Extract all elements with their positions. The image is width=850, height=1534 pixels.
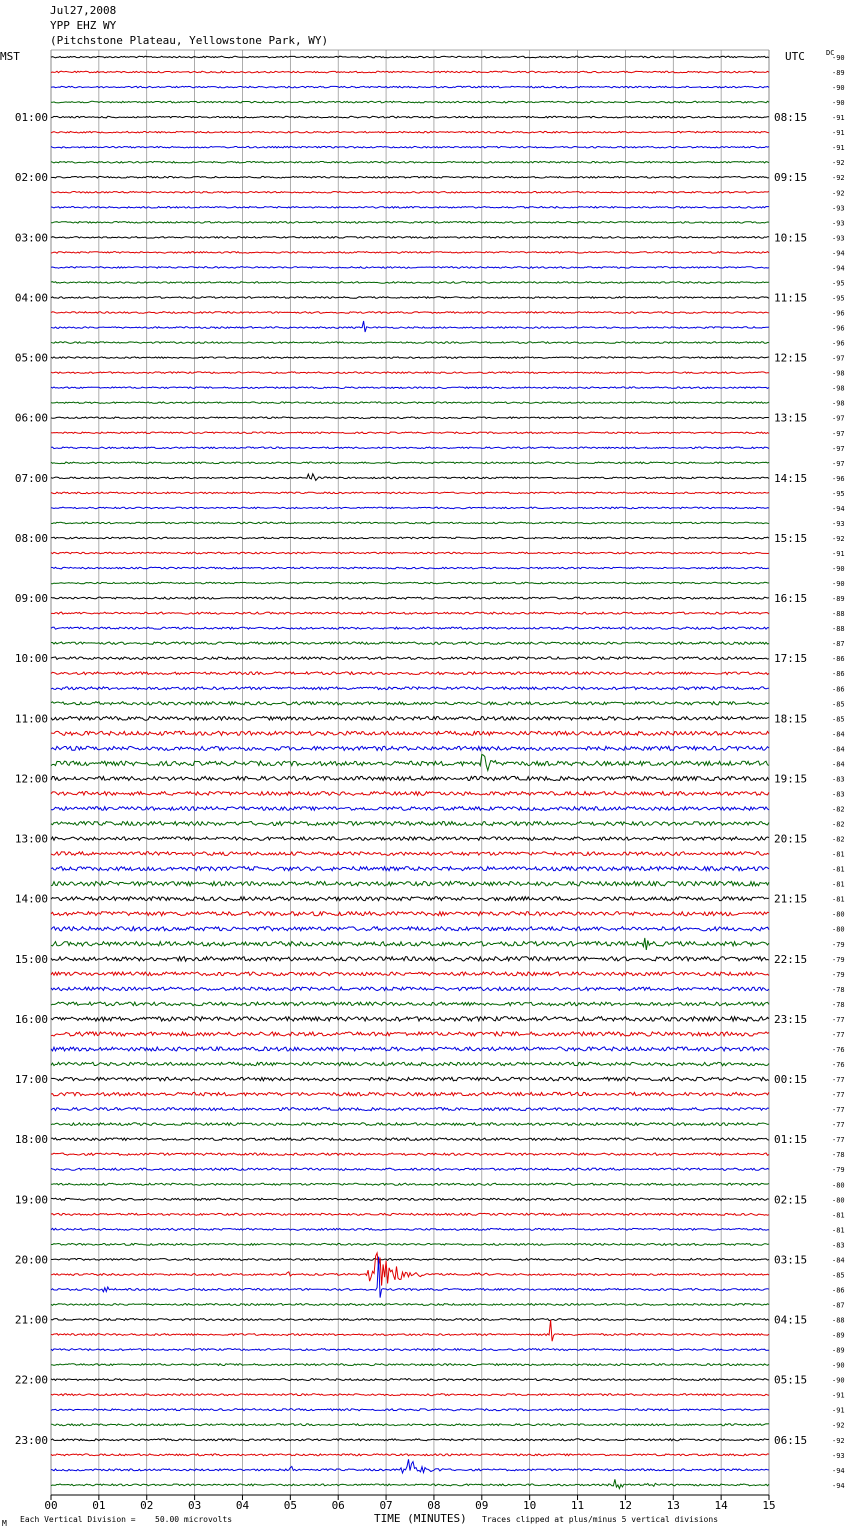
trace-row-7 [51, 161, 769, 163]
mst-hour-label: 05:00 [14, 351, 48, 365]
utc-hour-label: 06:15 [774, 1433, 808, 1447]
trace-row-81 [51, 1253, 769, 1286]
dc-offset-value: -90 [832, 1376, 845, 1385]
trace-row-26 [51, 447, 769, 449]
utc-hour-label: 10:15 [774, 231, 808, 245]
dc-offset-value: -81 [832, 850, 845, 859]
dc-offset-value: -77 [832, 1136, 845, 1145]
station-location: (Pitchstone Plateau, Yellowstone Park, WY) [50, 34, 329, 47]
trace-row-45 [51, 731, 769, 735]
dc-offset-value: -92 [832, 174, 845, 183]
dc-offset-value: -91 [832, 114, 845, 123]
dc-offset-value: -80 [832, 1196, 845, 1205]
trace-row-44 [51, 717, 769, 721]
utc-hour-label: 15:15 [774, 531, 808, 545]
trace-row-14 [51, 267, 769, 269]
trace-row-80 [51, 1258, 769, 1260]
mst-hour-label: 13:00 [14, 832, 48, 846]
dc-offset-value: -84 [832, 730, 845, 739]
dc-offset-value: -78 [832, 1151, 845, 1160]
trace-row-85 [51, 1320, 769, 1341]
trace-row-79 [51, 1243, 769, 1245]
dc-offset-value: -88 [832, 1316, 845, 1325]
dc-offset-value: -95 [832, 279, 845, 288]
dc-offset-value: -92 [832, 534, 845, 543]
trace-row-50 [51, 807, 769, 811]
trace-row-43 [51, 702, 769, 705]
trace-row-2 [51, 86, 769, 88]
x-tick-label: 01 [92, 1499, 106, 1512]
trace-row-52 [51, 837, 769, 841]
dc-offset-value: -89 [832, 69, 845, 78]
dc-offset-value: -83 [832, 775, 845, 784]
scale-prefix: Each Vertical Division = [20, 1515, 136, 1524]
trace-row-12 [51, 237, 769, 239]
trace-row-59 [51, 938, 769, 950]
dc-offset-value: -90 [832, 99, 845, 108]
x-tick-label: 14 [714, 1499, 728, 1512]
corner-mark: M [2, 1519, 7, 1528]
trace-row-15 [51, 282, 769, 284]
dc-offset-value: -97 [832, 459, 845, 468]
dc-offset-value: -93 [832, 219, 845, 228]
dc-offset-value: -85 [832, 700, 845, 709]
dc-offset-value: -94 [832, 1481, 845, 1490]
trace-row-83 [51, 1304, 769, 1306]
dc-offset-value: -83 [832, 1241, 845, 1250]
trace-row-23 [51, 402, 769, 404]
dc-offset-value: -90 [832, 84, 845, 93]
utc-hour-label: 13:15 [774, 411, 808, 425]
trace-row-36 [51, 597, 769, 599]
trace-row-82 [51, 1257, 769, 1298]
trace-row-8 [51, 176, 769, 178]
mst-hour-label: 07:00 [14, 471, 48, 485]
trace-row-94 [51, 1459, 769, 1473]
trace-row-95 [51, 1479, 769, 1488]
dc-offset-value: -92 [832, 1436, 845, 1445]
trace-row-29 [51, 492, 769, 494]
utc-hour-label: 02:15 [774, 1193, 808, 1207]
dc-offset-value: -81 [832, 880, 845, 889]
utc-hour-label: 17:15 [774, 652, 808, 666]
time-axis [44, 1495, 775, 1512]
x-tick-label: 06 [331, 1499, 345, 1512]
dc-offset-label: DC [826, 49, 835, 57]
trace-row-4 [51, 116, 769, 118]
trace-row-90 [51, 1409, 769, 1411]
trace-row-20 [51, 357, 769, 359]
dc-offset-value: -96 [832, 339, 845, 348]
utc-hour-label: 04:15 [774, 1313, 808, 1327]
mst-hour-label: 04:00 [14, 291, 48, 305]
dc-offset-value: -82 [832, 805, 845, 814]
dc-offset-value: -96 [832, 474, 845, 483]
x-tick-label: 15 [762, 1499, 776, 1512]
trace-row-42 [51, 687, 769, 690]
dc-offset-value: -89 [832, 1346, 845, 1355]
trace-row-75 [51, 1183, 769, 1185]
dc-offset-value: -92 [832, 159, 845, 168]
mst-hour-label: 18:00 [14, 1133, 48, 1147]
dc-offset-value: -77 [832, 1106, 845, 1115]
trace-row-27 [51, 462, 769, 464]
trace-row-13 [51, 252, 769, 254]
mst-hour-label: 10:00 [14, 652, 48, 666]
mst-hour-label: 20:00 [14, 1253, 48, 1267]
utc-hour-label: 01:15 [774, 1133, 808, 1147]
dc-offset-value: -88 [832, 610, 845, 619]
dc-offset-value: -94 [832, 504, 845, 513]
dc-offset-value: -84 [832, 745, 845, 754]
dc-offset-value: -98 [832, 399, 845, 408]
trace-row-56 [51, 897, 769, 901]
trace-row-25 [51, 432, 769, 434]
utc-hour-label: 11:15 [774, 291, 808, 305]
trace-row-34 [51, 567, 769, 569]
trace-row-67 [51, 1062, 769, 1066]
dc-offset-value: -85 [832, 715, 845, 724]
dc-offset-value: -77 [832, 1030, 845, 1039]
dc-offset-value: -90 [832, 580, 845, 589]
dc-offset-value: -97 [832, 354, 845, 363]
dc-offset-value: -92 [832, 189, 845, 198]
trace-row-19 [51, 342, 769, 344]
dc-offset-value: -80 [832, 925, 845, 934]
trace-row-77 [51, 1213, 769, 1215]
dc-offset-value: -80 [832, 910, 845, 919]
dc-offset-value: -78 [832, 1000, 845, 1009]
utc-hour-label: 18:15 [774, 712, 808, 726]
trace-row-47 [51, 755, 769, 771]
dc-offset-value: -87 [832, 1301, 845, 1310]
trace-row-68 [51, 1077, 769, 1081]
trace-row-31 [51, 522, 769, 524]
trace-row-24 [51, 417, 769, 419]
dc-offset-value: -98 [832, 369, 845, 378]
trace-row-32 [51, 537, 769, 539]
dc-offset-value: -91 [832, 549, 845, 558]
mst-hour-label: 21:00 [14, 1313, 48, 1327]
dc-offset-value: -77 [832, 1015, 845, 1024]
trace-row-53 [51, 852, 769, 856]
mst-hour-label: 15:00 [14, 952, 48, 966]
x-tick-label: 10 [523, 1499, 537, 1512]
mst-hour-label: 06:00 [14, 411, 48, 425]
dc-offset-value: -76 [832, 1061, 845, 1070]
utc-hour-label: 03:15 [774, 1253, 808, 1267]
x-tick-label: 13 [666, 1499, 680, 1512]
dc-offset-value: -91 [832, 1406, 845, 1415]
mst-hour-label: 23:00 [14, 1433, 48, 1447]
mst-hour-label: 08:00 [14, 531, 48, 545]
trace-row-39 [51, 642, 769, 644]
dc-offset-value: -96 [832, 309, 845, 318]
dc-offset-value: -79 [832, 940, 845, 949]
dc-offset-value: -91 [832, 1391, 845, 1400]
scale-value: 50.00 microvolts [155, 1515, 233, 1524]
trace-row-1 [51, 71, 769, 73]
trace-row-65 [51, 1032, 769, 1036]
trace-row-33 [51, 552, 769, 554]
trace-row-10 [51, 207, 769, 209]
mst-hour-label: 22:00 [14, 1373, 48, 1387]
x-tick-label: 08 [427, 1499, 441, 1512]
x-tick-label: 00 [44, 1499, 58, 1512]
trace-row-60 [51, 957, 769, 962]
trace-row-3 [51, 101, 769, 103]
trace-row-66 [51, 1047, 769, 1051]
dc-offset-value: -93 [832, 1451, 845, 1460]
dc-offset-value: -87 [832, 640, 845, 649]
trace-row-49 [51, 792, 769, 796]
trace-row-58 [51, 927, 769, 931]
dc-offset-value: -85 [832, 1271, 845, 1280]
trace-row-88 [51, 1379, 769, 1381]
dc-offset-value: -91 [832, 144, 845, 153]
mst-hour-label: 19:00 [14, 1193, 48, 1207]
mst-hour-label: 03:00 [14, 231, 48, 245]
trace-row-62 [51, 987, 769, 991]
trace-row-18 [51, 321, 769, 332]
mst-hour-label: 01:00 [14, 111, 48, 125]
utc-hour-label: 19:15 [774, 772, 808, 786]
dc-offset-value: -89 [832, 595, 845, 604]
trace-row-93 [51, 1454, 769, 1456]
mst-hour-label: 16:00 [14, 1012, 48, 1026]
trace-row-55 [51, 881, 769, 885]
dc-offset-value: -88 [832, 625, 845, 634]
record-date: Jul27,2008 [50, 4, 117, 17]
trace-row-86 [51, 1349, 769, 1351]
utc-hour-label: 08:15 [774, 111, 808, 125]
dc-offset-value: -94 [832, 264, 845, 273]
x-tick-label: 12 [618, 1499, 633, 1512]
dc-offset-value: -93 [832, 519, 845, 528]
dc-offset-value: -76 [832, 1045, 845, 1054]
trace-row-91 [51, 1424, 769, 1426]
utc-hour-label: 20:15 [774, 832, 808, 846]
trace-row-89 [51, 1394, 769, 1396]
x-tick-label: 11 [570, 1499, 585, 1512]
dc-offset-value: -86 [832, 670, 845, 679]
utc-hour-label: 05:15 [774, 1373, 808, 1387]
mst-hour-label: 12:00 [14, 772, 48, 786]
mst-hour-label: 14:00 [14, 892, 48, 906]
trace-row-54 [51, 867, 769, 871]
dc-offset-value: -78 [832, 985, 845, 994]
utc-hour-label: 12:15 [774, 351, 808, 365]
x-axis-title: TIME (MINUTES) [374, 1512, 467, 1525]
utc-hour-label: 14:15 [774, 471, 808, 485]
dc-offset-value: -79 [832, 970, 845, 979]
trace-row-5 [51, 131, 769, 133]
dc-offset-value: -97 [832, 429, 845, 438]
trace-row-17 [51, 312, 769, 314]
dc-offset-value: -82 [832, 835, 845, 844]
utc-hour-label: 21:15 [774, 892, 808, 906]
utc-hour-label: 23:15 [774, 1012, 808, 1026]
utc-hour-label: 00:15 [774, 1073, 808, 1087]
trace-row-51 [51, 822, 769, 826]
clip-note: Traces clipped at plus/minus 5 vertical divisions [482, 1515, 719, 1524]
dc-offset-value: -94 [832, 249, 845, 258]
station-code: YPP EHZ WY [50, 19, 117, 32]
x-tick-label: 04 [235, 1499, 250, 1512]
trace-row-9 [51, 192, 769, 194]
trace-row-16 [51, 297, 769, 299]
utc-hour-label: 16:15 [774, 592, 808, 606]
left-timezone-label: MST [0, 50, 20, 63]
dc-offset-value: -77 [832, 1076, 845, 1085]
dc-offset-value: -92 [832, 1421, 845, 1430]
dc-offset-value: -83 [832, 790, 845, 799]
dc-offset-value: -81 [832, 1226, 845, 1235]
trace-row-74 [51, 1168, 769, 1170]
dc-offset-value: -79 [832, 1166, 845, 1175]
x-tick-label: 03 [187, 1499, 202, 1512]
x-tick-label: 07 [379, 1499, 393, 1512]
dc-offset-value: -98 [832, 384, 845, 393]
trace-row-76 [51, 1198, 769, 1200]
trace-row-11 [51, 222, 769, 224]
dc-offset-value: -81 [832, 865, 845, 874]
utc-hour-label: 22:15 [774, 952, 808, 966]
right-timezone-label: UTC [785, 50, 805, 63]
dc-offset-value: -82 [832, 820, 845, 829]
trace-row-22 [51, 387, 769, 389]
trace-row-37 [51, 612, 769, 614]
mst-hour-label: 09:00 [14, 592, 48, 606]
trace-row-63 [51, 1002, 769, 1006]
trace-row-84 [51, 1319, 769, 1321]
dc-offset-value: -79 [832, 955, 845, 964]
dc-offset-value: -96 [832, 324, 845, 333]
dc-offset-value: -86 [832, 655, 845, 664]
trace-row-38 [51, 627, 769, 629]
dc-offset-value: -84 [832, 760, 845, 769]
dc-offset-value: -86 [832, 1286, 845, 1295]
dc-offset-value: -93 [832, 204, 845, 213]
x-tick-label: 09 [475, 1499, 489, 1512]
trace-row-0 [51, 56, 769, 58]
trace-row-72 [51, 1138, 769, 1141]
dc-offset-value: -94 [832, 1466, 845, 1475]
trace-row-64 [51, 1017, 769, 1021]
dc-offset-value: -97 [832, 414, 845, 423]
dc-offset-value: -77 [832, 1091, 845, 1100]
x-tick-label: 05 [283, 1499, 297, 1512]
mst-hour-label: 02:00 [14, 171, 48, 185]
dc-offset-value: -90 [832, 1361, 845, 1370]
x-tick-label: 02 [140, 1499, 154, 1512]
dc-offset-value: -97 [832, 444, 845, 453]
dc-offset-value: -95 [832, 294, 845, 303]
trace-row-71 [51, 1123, 769, 1126]
trace-row-40 [51, 657, 769, 660]
dc-offset-value: -95 [832, 489, 845, 498]
utc-hour-label: 09:15 [774, 171, 808, 185]
trace-row-69 [51, 1092, 769, 1096]
trace-row-6 [51, 146, 769, 148]
trace-row-92 [51, 1439, 769, 1441]
dc-offset-value: -80 [832, 1181, 845, 1190]
dc-offset-value: -93 [832, 234, 845, 243]
trace-row-48 [51, 776, 769, 780]
dc-offset-value: -89 [832, 1331, 845, 1340]
dc-offset-value: -90 [832, 565, 845, 574]
dc-offset-value: -90 [832, 54, 845, 62]
trace-row-46 [51, 746, 769, 750]
trace-row-30 [51, 507, 769, 509]
trace-row-61 [51, 972, 769, 976]
mst-hour-label: 11:00 [14, 712, 48, 726]
trace-row-70 [51, 1108, 769, 1111]
mst-hour-label: 17:00 [14, 1073, 48, 1087]
dc-offset-value: -84 [832, 1256, 845, 1265]
trace-row-57 [51, 912, 769, 916]
trace-row-21 [51, 372, 769, 374]
dc-offset-value: -77 [832, 1121, 845, 1130]
seismic-traces [51, 56, 769, 1488]
dc-offset-labels [832, 54, 845, 1490]
trace-row-87 [51, 1364, 769, 1366]
dc-offset-value: -86 [832, 685, 845, 694]
trace-row-78 [51, 1228, 769, 1230]
trace-row-35 [51, 582, 769, 584]
dc-offset-value: -81 [832, 895, 845, 904]
trace-row-28 [51, 474, 769, 481]
dc-offset-value: -81 [832, 1211, 845, 1220]
dc-offset-value: -91 [832, 129, 845, 138]
trace-row-41 [51, 672, 769, 675]
trace-row-73 [51, 1153, 769, 1155]
